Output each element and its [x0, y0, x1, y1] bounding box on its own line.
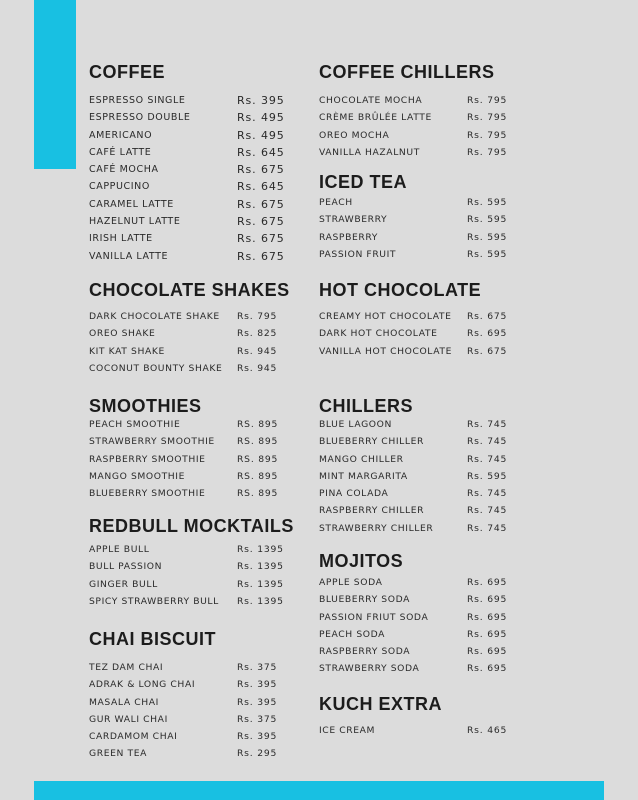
- menu-item: [319, 643, 508, 660]
- item-name: KIT KAT SHAKE: [89, 345, 165, 357]
- item-name: STRAWBERRY SODA: [319, 663, 420, 675]
- menu-item: [89, 576, 294, 593]
- section-iced-tea: [319, 172, 508, 263]
- menu-item: [319, 144, 508, 161]
- item-price: Rs. 375: [237, 713, 278, 725]
- item-name: AMERICANO: [89, 129, 153, 141]
- item-name: HAZELNUT LATTE: [89, 216, 181, 228]
- menu-item: [89, 728, 278, 745]
- item-name: CAFÉ LATTE: [89, 146, 152, 158]
- item-name: MINT MARGARITA: [319, 470, 408, 482]
- item-price: RS. 895: [237, 453, 279, 465]
- menu-item: [89, 433, 279, 450]
- menu-item: [319, 626, 508, 643]
- menu-item: [319, 574, 508, 591]
- menu-item: [319, 92, 508, 109]
- item-price: Rs. 745: [467, 522, 508, 534]
- menu-item: [319, 109, 508, 126]
- section-title: SMOOTHIES: [89, 396, 202, 416]
- section-title: ICED TEA: [319, 172, 408, 192]
- item-name: RASPBERRY: [319, 231, 378, 243]
- item-price: Rs. 945: [237, 345, 278, 357]
- item-name: PEACH SODA: [319, 628, 385, 640]
- item-price: RS. 895: [237, 419, 279, 430]
- section-mojitos: [319, 551, 508, 678]
- item-price: Rs. 675: [237, 163, 285, 177]
- menu-item: [319, 343, 508, 360]
- item-name: CARDAMOM CHAI: [89, 731, 178, 743]
- item-price: Rs. 695: [467, 611, 508, 623]
- menu-item: [89, 144, 285, 161]
- item-name: RASPBERRY CHILLER: [319, 505, 425, 517]
- menu-item: [89, 541, 294, 558]
- item-name: OREO MOCHA: [319, 129, 390, 141]
- item-name: RASPBERRY SODA: [319, 646, 411, 658]
- menu-item: [319, 660, 508, 677]
- item-name: STRAWBERRY CHILLER: [319, 522, 434, 534]
- item-name: BLUE LAGOON: [319, 419, 392, 430]
- menu-item: [89, 248, 285, 265]
- item-price: Rs. 695: [467, 628, 508, 640]
- menu-item: [319, 502, 508, 519]
- item-name: CAFÉ MOCHA: [89, 164, 159, 176]
- menu-item: [89, 694, 278, 711]
- menu-item: [319, 591, 508, 608]
- item-name: PINA COLADA: [319, 488, 389, 500]
- item-name: COCONUT BOUNTY SHAKE: [89, 362, 223, 374]
- menu-item: [319, 308, 508, 325]
- item-name: BLUEBERRY SMOOTHIE: [89, 488, 206, 500]
- item-name: ESPRESSO SINGLE: [89, 95, 186, 106]
- menu-item: [89, 593, 294, 610]
- item-price: Rs. 695: [467, 594, 508, 606]
- section-chillers: [319, 396, 508, 537]
- item-price: RS. 895: [237, 488, 279, 500]
- section-kuch-extra: [319, 694, 508, 739]
- item-price: Rs. 745: [467, 505, 508, 517]
- item-list: [89, 659, 278, 763]
- item-price: Rs. 595: [467, 231, 508, 243]
- item-name: MANGO SMOOTHIE: [89, 470, 186, 482]
- item-name: VANILLA HAZALNUT: [319, 146, 420, 158]
- item-name: STRAWBERRY: [319, 214, 388, 226]
- item-price: Rs. 745: [467, 453, 508, 465]
- section-chai-biscuit: [89, 629, 278, 763]
- item-name: CHOCOLATE MOCHA: [319, 95, 423, 106]
- item-name: OREO SHAKE: [89, 328, 156, 340]
- menu-item: [89, 92, 285, 109]
- item-price: RS. 895: [237, 436, 279, 448]
- menu-item: [319, 485, 508, 502]
- menu-item: [89, 360, 290, 377]
- item-name: GUR WALI CHAI: [89, 713, 168, 725]
- item-price: Rs. 395: [237, 94, 285, 107]
- item-list: [319, 416, 508, 537]
- accent-bar-left: [34, 0, 76, 169]
- item-price: Rs. 695: [467, 328, 508, 340]
- menu-item: [319, 194, 508, 211]
- item-list: [319, 92, 508, 161]
- item-price: Rs. 675: [467, 345, 508, 357]
- item-price: Rs. 745: [467, 488, 508, 500]
- section-smoothies: [89, 396, 279, 502]
- item-name: CARAMEL LATTE: [89, 198, 174, 210]
- item-price: Rs. 595: [467, 470, 508, 482]
- menu-item: [319, 325, 508, 342]
- item-price: Rs. 795: [467, 95, 508, 106]
- item-price: Rs. 375: [237, 662, 278, 673]
- item-name: GINGER BULL: [89, 578, 158, 590]
- menu-item: [319, 433, 508, 450]
- item-name: PASSION FRIUT SODA: [319, 611, 429, 623]
- menu-item: [89, 451, 279, 468]
- item-list: [319, 574, 508, 678]
- section-hot-chocolate: [319, 280, 508, 360]
- section-title: COFFEE: [89, 62, 166, 82]
- item-name: DARK HOT CHOCOLATE: [319, 328, 438, 340]
- item-price: Rs. 745: [467, 436, 508, 448]
- item-list: [89, 92, 285, 265]
- item-name: IRISH LATTE: [89, 233, 153, 245]
- item-name: PEACH SMOOTHIE: [89, 419, 181, 430]
- item-list: [89, 541, 294, 610]
- section-title: MOJITOS: [319, 551, 404, 571]
- menu-item: [319, 520, 508, 537]
- menu-item: [89, 468, 279, 485]
- section-title: REDBULL MOCKTAILS: [89, 516, 294, 536]
- item-price: Rs. 295: [237, 748, 278, 760]
- item-price: Rs. 675: [237, 249, 285, 263]
- item-price: Rs. 595: [467, 197, 508, 208]
- menu-item: [89, 161, 285, 178]
- item-name: ESPRESSO DOUBLE: [89, 112, 191, 124]
- item-price: Rs. 495: [237, 128, 285, 142]
- item-name: ADRAK & LONG CHAI: [89, 679, 196, 691]
- item-name: APPLE BULL: [89, 544, 150, 555]
- item-price: Rs. 745: [467, 419, 508, 430]
- item-name: DARK CHOCOLATE SHAKE: [89, 311, 220, 322]
- menu-item: [89, 127, 285, 144]
- menu-item: [319, 722, 508, 739]
- menu-item: [89, 230, 285, 247]
- item-price: Rs. 695: [467, 663, 508, 675]
- section-title: CHILLERS: [319, 396, 413, 416]
- item-price: Rs. 795: [467, 146, 508, 158]
- menu-item: [319, 451, 508, 468]
- item-price: Rs. 945: [237, 362, 278, 374]
- item-name: STRAWBERRY SMOOTHIE: [89, 436, 215, 448]
- item-price: Rs. 795: [237, 311, 278, 322]
- menu-item: [89, 711, 278, 728]
- item-price: Rs. 695: [467, 646, 508, 658]
- item-list: [89, 308, 290, 377]
- item-name: BULL PASSION: [89, 561, 163, 573]
- menu-item: [89, 109, 285, 126]
- item-name: PEACH: [319, 197, 353, 208]
- section-chocolate-shakes: [89, 280, 290, 377]
- accent-bar-bottom: [34, 781, 604, 800]
- item-price: Rs. 395: [237, 696, 278, 708]
- item-price: Rs. 645: [237, 180, 285, 194]
- item-price: Rs. 795: [467, 129, 508, 141]
- item-price: Rs. 1395: [237, 595, 284, 607]
- menu-item: [89, 196, 285, 213]
- item-price: Rs. 495: [237, 111, 285, 125]
- item-name: RASPBERRY SMOOTHIE: [89, 453, 206, 465]
- item-name: MANGO CHILLER: [319, 453, 404, 465]
- section-title: KUCH EXTRA: [319, 694, 443, 714]
- item-price: Rs. 645: [237, 145, 285, 159]
- menu-item: [319, 609, 508, 626]
- menu-item: [89, 676, 278, 693]
- item-list: [319, 308, 508, 360]
- item-list: [319, 194, 508, 263]
- item-list: [89, 416, 279, 502]
- section-title: COFFEE CHILLERS: [319, 62, 495, 82]
- item-name: APPLE SODA: [319, 577, 383, 588]
- menu-item: [319, 416, 508, 433]
- item-name: ICE CREAM: [319, 725, 376, 736]
- item-price: Rs. 395: [237, 731, 278, 743]
- menu-item: [89, 343, 290, 360]
- item-name: BLUEBERRY SODA: [319, 594, 410, 606]
- item-price: Rs. 795: [467, 112, 508, 124]
- item-price: Rs. 595: [467, 214, 508, 226]
- item-price: Rs. 695: [467, 577, 508, 588]
- item-price: Rs. 675: [237, 232, 285, 246]
- item-name: PASSION FRUIT: [319, 248, 397, 260]
- menu-item: [89, 178, 285, 195]
- menu-item: [319, 211, 508, 228]
- item-list: [319, 722, 508, 739]
- item-name: TEZ DAM CHAI: [89, 662, 164, 673]
- item-price: Rs. 825: [237, 328, 278, 340]
- item-price: Rs. 675: [467, 311, 508, 322]
- menu-item: [89, 485, 279, 502]
- item-price: Rs. 395: [237, 679, 278, 691]
- menu-item: [319, 468, 508, 485]
- item-price: Rs. 1395: [237, 578, 284, 590]
- menu-item: [319, 229, 508, 246]
- item-price: Rs. 465: [467, 725, 508, 736]
- item-name: VANILLA HOT CHOCOLATE: [319, 345, 453, 357]
- menu-item: [89, 416, 279, 433]
- item-name: CREAMY HOT CHOCOLATE: [319, 311, 452, 322]
- menu-item: [89, 213, 285, 230]
- item-name: SPICY STRAWBERRY BULL: [89, 595, 219, 607]
- menu-item: [89, 558, 294, 575]
- menu-item: [319, 127, 508, 144]
- item-name: BLUEBERRY CHILLER: [319, 436, 424, 448]
- item-price: Rs. 595: [467, 248, 508, 260]
- section-redbull-mocktails: [89, 516, 294, 610]
- item-price: Rs. 675: [237, 197, 285, 211]
- item-name: VANILLA LATTE: [89, 250, 169, 262]
- section-title: HOT CHOCOLATE: [319, 280, 482, 300]
- item-name: MASALA CHAI: [89, 696, 159, 708]
- item-price: Rs. 1395: [237, 544, 284, 555]
- item-name: CAPPUCINO: [89, 181, 150, 193]
- section-coffee-chillers: [319, 62, 508, 161]
- item-name: CRÈME BRÛLÉE LATTE: [319, 112, 432, 124]
- section-title: CHAI BISCUIT: [89, 629, 216, 649]
- menu-item: [89, 659, 278, 676]
- section-coffee: [89, 62, 285, 265]
- menu-item: [319, 246, 508, 263]
- item-name: GREEN TEA: [89, 748, 148, 760]
- section-title: CHOCOLATE SHAKES: [89, 280, 290, 300]
- item-price: Rs. 1395: [237, 561, 284, 573]
- item-price: Rs. 675: [237, 215, 285, 229]
- menu-item: [89, 325, 290, 342]
- item-price: RS. 895: [237, 470, 279, 482]
- menu-item: [89, 308, 290, 325]
- menu-item: [89, 745, 278, 762]
